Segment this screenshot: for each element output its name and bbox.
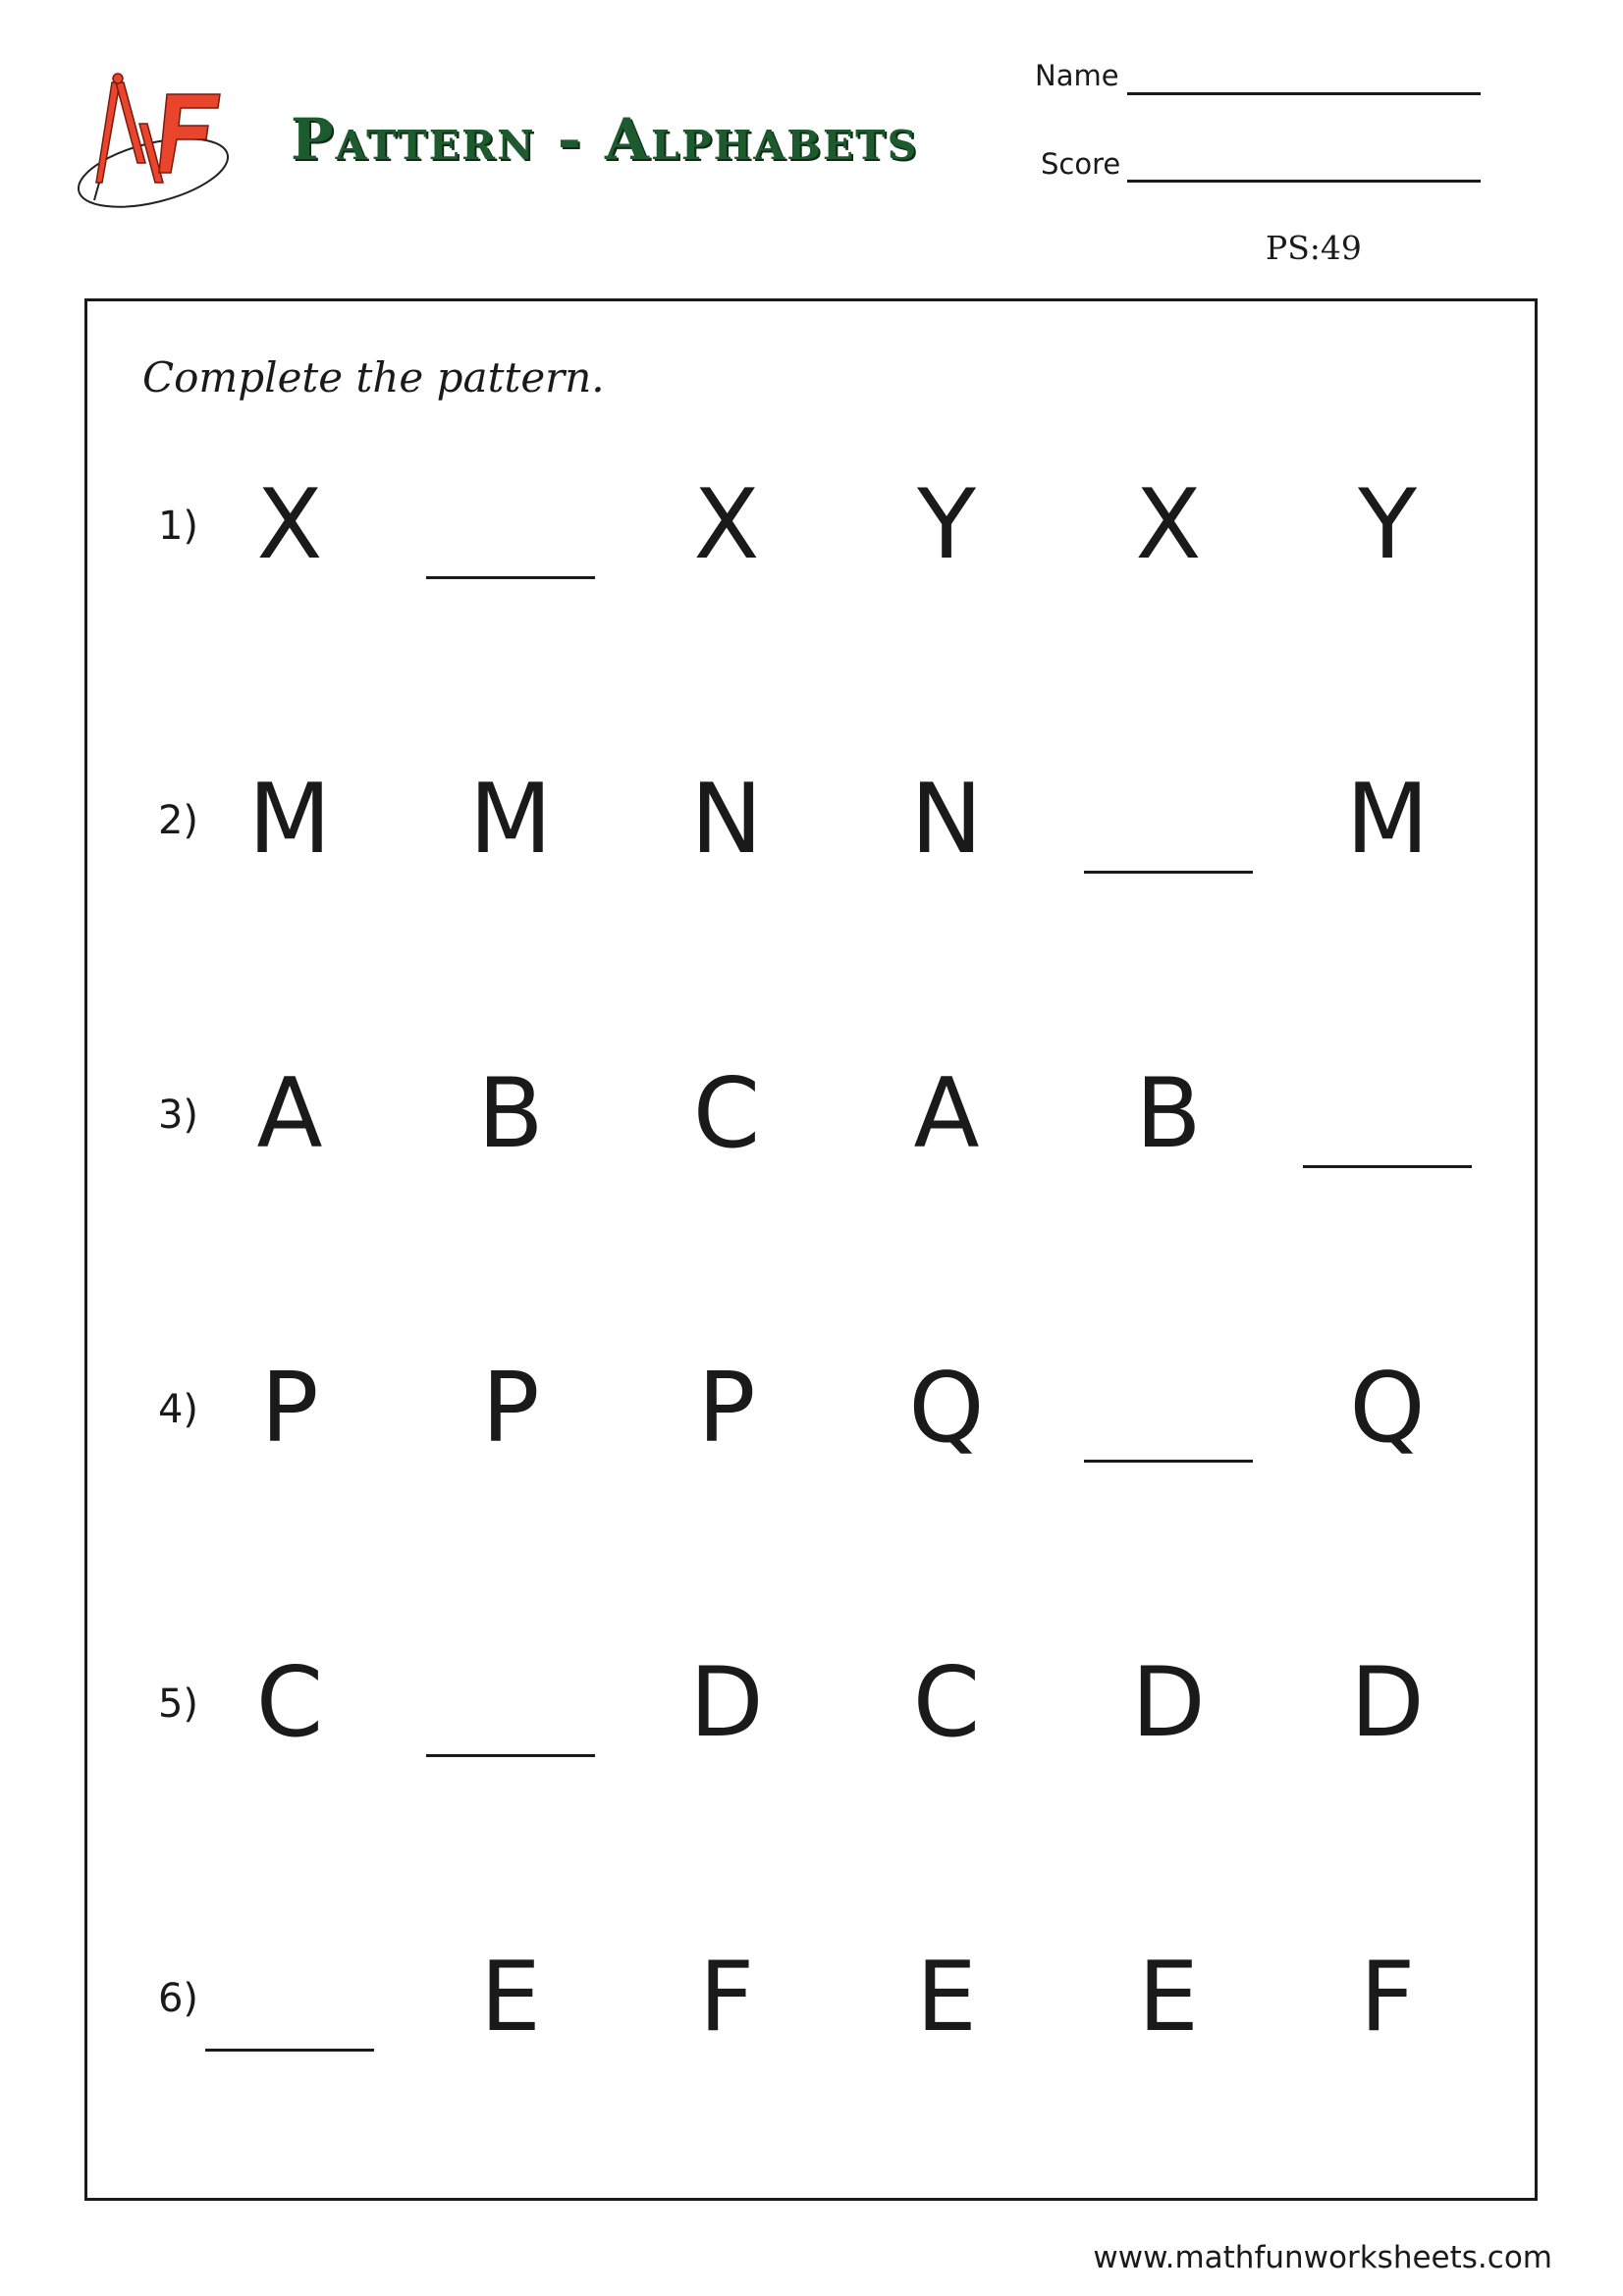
name-label: Name — [1035, 59, 1119, 92]
name-field[interactable] — [1127, 92, 1481, 95]
pattern-letter: E — [1138, 1942, 1199, 2054]
pattern-letter: D — [1131, 1647, 1206, 1759]
pattern-letter: C — [255, 1647, 324, 1759]
instruction-text: Complete the pattern. — [142, 353, 605, 401]
pattern-letter: P — [697, 1353, 756, 1465]
answer-blank[interactable] — [205, 2049, 374, 2052]
problem-number: 6) — [157, 1976, 198, 2021]
pattern-letter: B — [477, 1058, 544, 1170]
score-label: Score — [1041, 147, 1121, 181]
pattern-letter: B — [1135, 1058, 1202, 1170]
problem-number: 5) — [157, 1682, 198, 1727]
score-field[interactable] — [1127, 180, 1481, 183]
mf-logo-icon — [73, 65, 240, 222]
answer-blank[interactable] — [426, 1754, 595, 1757]
pattern-letter: X — [693, 469, 760, 581]
pattern-letter: A — [913, 1058, 980, 1170]
pattern-letter: D — [689, 1647, 764, 1759]
pattern-letter: M — [468, 764, 553, 876]
pattern-letter: E — [916, 1942, 977, 2054]
pattern-letter: Q — [908, 1353, 985, 1465]
pattern-letter: F — [698, 1942, 755, 2054]
pattern-letter: A — [256, 1058, 323, 1170]
pattern-letter: C — [912, 1647, 981, 1759]
worksheet-code: PS:49 — [1266, 229, 1362, 267]
answer-blank[interactable] — [1084, 871, 1253, 874]
pattern-letter: N — [690, 764, 763, 876]
pattern-letter: N — [910, 764, 983, 876]
website-footer: www.mathfunworksheets.com — [1093, 2240, 1552, 2275]
pattern-letter: M — [247, 764, 332, 876]
pattern-letter: Y — [917, 469, 976, 581]
problem-number: 4) — [157, 1387, 198, 1432]
pattern-letter: E — [480, 1942, 541, 2054]
pattern-letter: P — [481, 1353, 540, 1465]
problem-number: 2) — [157, 798, 198, 843]
pattern-letter: X — [1135, 469, 1202, 581]
problem-number: 3) — [157, 1093, 198, 1138]
answer-blank[interactable] — [1084, 1460, 1253, 1463]
answer-blank[interactable] — [1303, 1165, 1472, 1168]
page-title: Pattern - Alphabets — [291, 106, 919, 173]
pattern-letter: D — [1350, 1647, 1425, 1759]
pattern-letter: P — [260, 1353, 319, 1465]
pattern-letter: F — [1359, 1942, 1416, 2054]
pattern-letter: M — [1345, 764, 1430, 876]
answer-blank[interactable] — [426, 576, 595, 579]
problem-number: 1) — [157, 504, 198, 549]
pattern-letter: C — [692, 1058, 761, 1170]
pattern-letter: Y — [1358, 469, 1417, 581]
pattern-letter: X — [256, 469, 323, 581]
pattern-letter: Q — [1349, 1353, 1426, 1465]
